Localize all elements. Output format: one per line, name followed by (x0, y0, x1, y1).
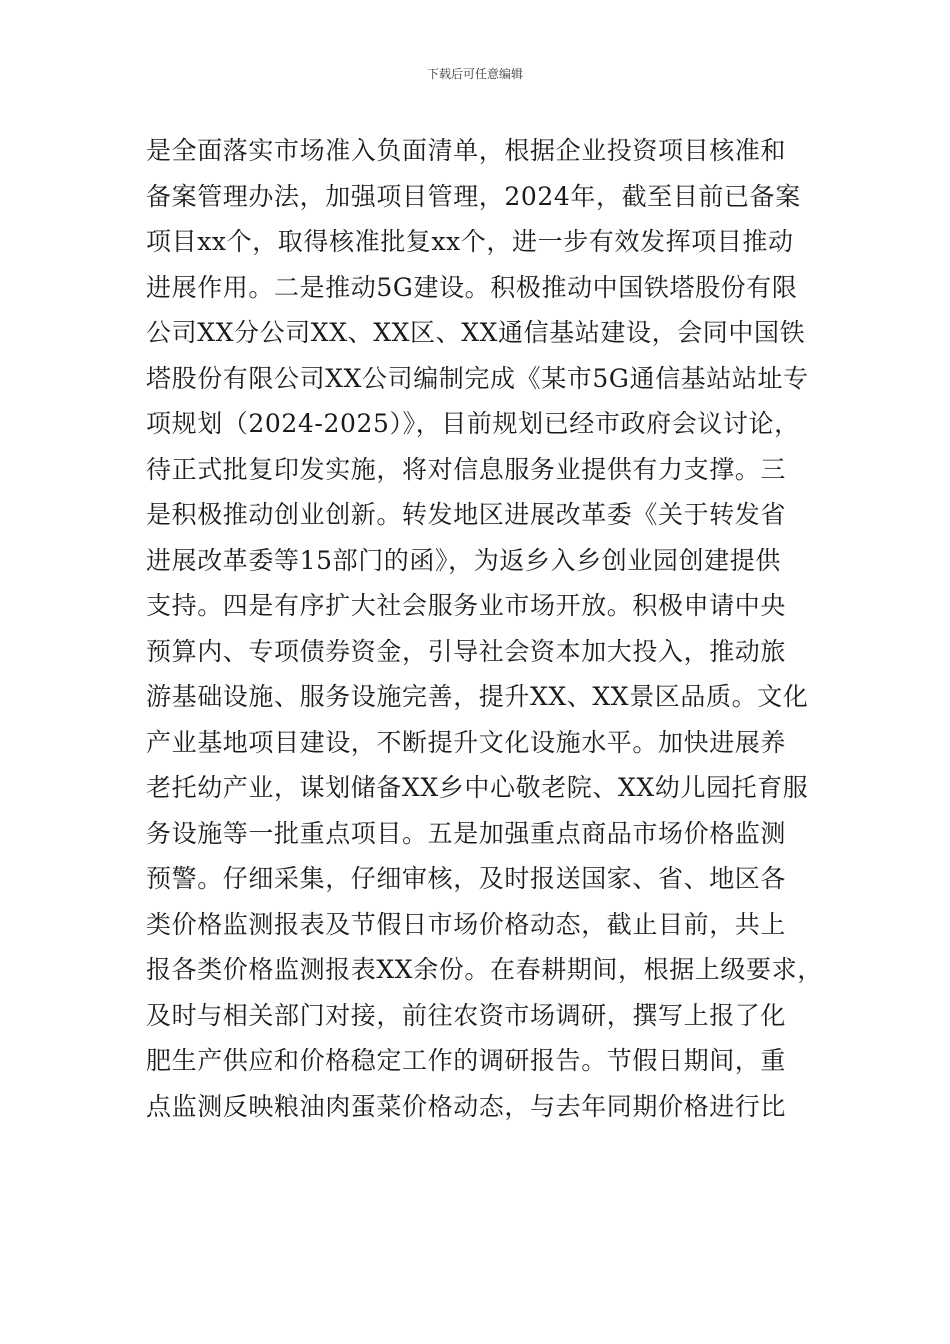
text-line: 备案管理办法，加强项目管理，2024年，截至目前已备案 (146, 181, 801, 211)
text-line: 公司XX分公司XX、XX区、XX通信基站建设，会同中国铁 (146, 318, 806, 347)
body-text (146, 128, 826, 1129)
text-line: 及时与相关部门对接，前往农资市场调研，撰写上报了化 (146, 1000, 787, 1030)
text-line: 老托幼产业，谋划储备XX乡中心敬老院、XX幼儿园托育服 (146, 773, 809, 802)
text-line: 点监测反映粮油肉蛋菜价格动态，与去年同期价格进行比 (146, 1091, 787, 1121)
text-line: 肥生产供应和价格稳定工作的调研报告。节假日期间，重 (146, 1046, 787, 1075)
page-header: 下载后可任意编辑 (426, 67, 523, 81)
text-line: 预算内、专项债券资金，引导社会资本加大投入，推动旅 (146, 636, 787, 666)
text-line: 项规划（2024-2025）》，目前规划已经市政府会议讨论， (146, 409, 800, 438)
text-line: 是积极推动创业创新。转发地区进展改革委《关于转发省 (146, 500, 787, 529)
text-line: 进展改革委等15部门的函》，为返乡入乡创业园创建提供 (146, 545, 781, 575)
text-line: 预警。仔细采集，仔细审核，及时报送国家、省、地区各 (146, 864, 787, 893)
text-line: 项目xx个，取得核准批复xx个，进一步有效发挥项目推动 (146, 227, 794, 256)
text-line: 务设施等一批重点项目。五是加强重点商品市场价格监测 (146, 818, 787, 848)
text-line: 游基础设施、服务设施完善，提升XX、XX景区品质。文化 (146, 682, 809, 711)
text-line: 报各类价格监测报表XX余份。在春耕期间，根据上级要求， (146, 955, 823, 984)
text-line: 待正式批复印发实施，将对信息服务业提供有力支撑。三 (146, 454, 787, 484)
text-line: 产业基地项目建设，不断提升文化设施水平。加快进展养 (146, 727, 787, 757)
text-line: 支持。四是有序扩大社会服务业市场开放。积极申请中央 (146, 591, 787, 620)
text-line: 塔股份有限公司XX公司编制完成《某市5G通信基站站址专 (146, 363, 809, 393)
text-line: 类价格监测报表及节假日市场价格动态，截止目前，共上 (146, 909, 787, 939)
text-line: 进展作用。二是推动5G建设。积极推动中国铁塔股份有限 (146, 272, 798, 302)
text-line: 是全面落实市场准入负面清单，根据企业投资项目核准和 (146, 136, 787, 165)
